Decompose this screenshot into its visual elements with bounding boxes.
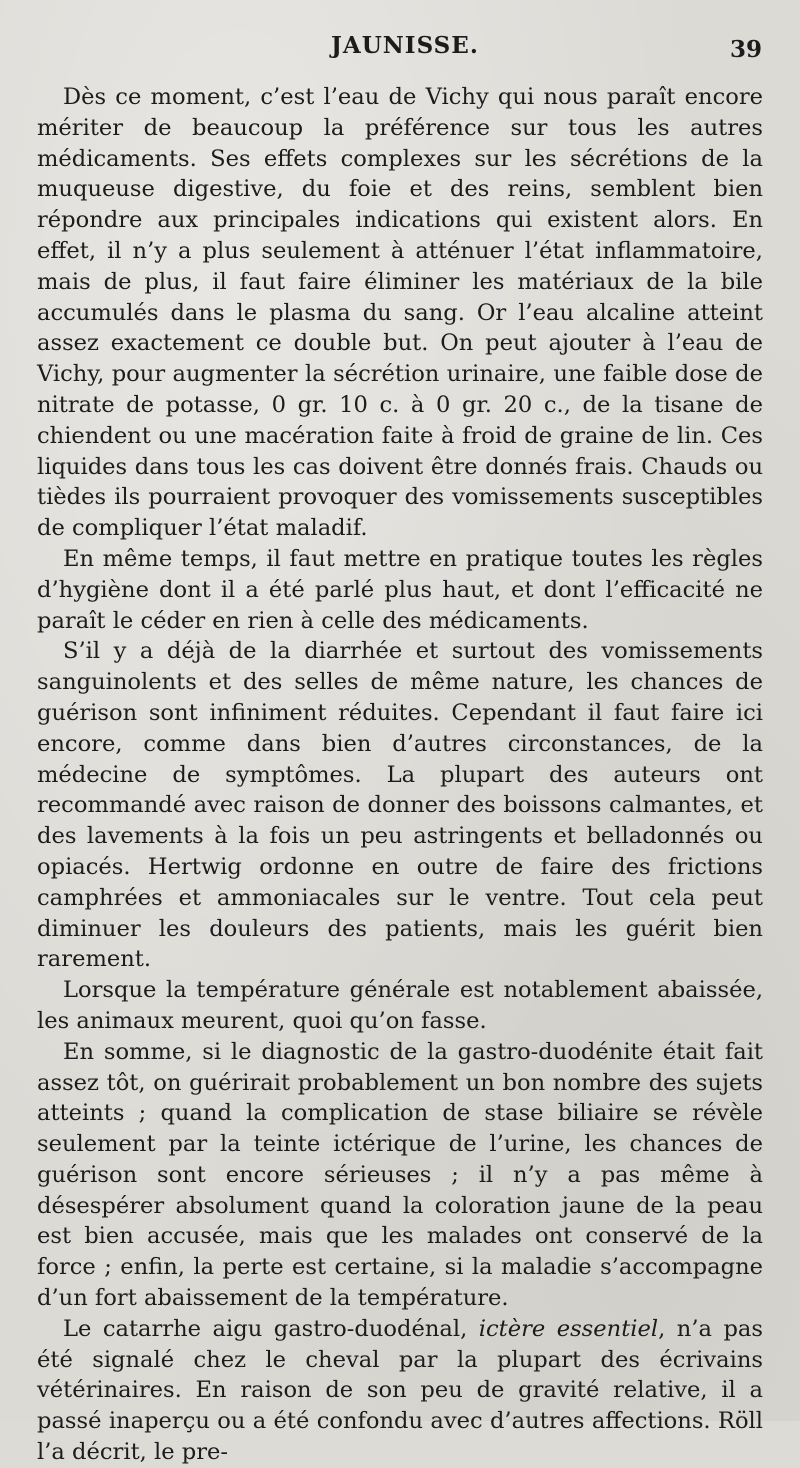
paragraph-summary: En somme, si le diagnostic de la gastro-duodénite était fait assez tôt, on guérirait probablement un bon nombre des sujets atteints ; quand la complication de stase biliaire se révèle seulement par la teinte ictérique de l’urine, les chances de guérison sont encore sérieuses ; il n’y a pas même à désespérer absolument quand la coloration jaune de la peau est bien accusée, mais que les malades ont conservé de la force ; enfin, la perte est certaine, si la maladie s’accompagne d’un fort abaissement de la température. <box>37 1038 763 1312</box>
paragraph-vichy-treatment: Dès ce moment, c’est l’eau de Vichy qui nous paraît encore mériter de beaucoup la préférence sur tous les autres médicaments. Ses effets complexes sur les sécrétions de la muqueuse digestive, du foie et des reins, semblent bien répondre aux principales indications qui existent alors. En effet, il n’y a plus seulement à atténuer l’état inflammatoire, mais de plus, il faut faire éliminer les matériaux de la bile accumulés dans le plasma du sang. Or l’eau alcaline atteint assez exactement ce double but. On peut ajouter à l’eau de Vichy, pour augmenter la sécrétion urinaire, une faible dose de nitrate de potasse, 0 gr. 10 c. à 0 gr. 20 c., de la tisane de chiendent ou une macération faite à froid de graine de lin. Ces liquides dans tous les cas doivent être donnés frais. Chauds ou tièdes ils pourraient provoquer des vomissements susceptibles de compliquer l’état maladif. <box>37 84 763 542</box>
paragraph-temperature: Lorsque la température générale est notablement abaissée, les animaux meurent, quoi qu’on fasse. <box>37 977 763 1034</box>
paragraph-diarrhea: S’il y a déjà de la diarrhée et surtout des vomissements sanguinolents et des selles de même nature, les chances de guérison sont infiniment réduites. Cependant il faut faire ici encore, comme dans bien d’autres circonstances, de la médecine de symptômes. La plupart des auteurs ont recommandé avec raison de donner des boissons calmantes, et des lavements à la fois un peu astringents et belladonnés ou opiacés. Hertwig ordonne en outre de faire des frictions camphrées et ammoniacales sur le ventre. Tout cela peut diminuer les douleurs des patients, mais les guérit bien rarement. <box>37 638 763 973</box>
running-title: JAUNISSE. <box>331 32 479 59</box>
paragraph-hygiene: En même temps, il faut mettre en pratique toutes les règles d’hygiène dont il a été parlé plus haut, et dont l’efficacité ne paraît le céder en rien à celle des médicaments. <box>37 545 763 634</box>
paragraph-catarrh <box>37 1314 763 1468</box>
catarrh-italic-term: ictère essentiel <box>478 1315 659 1342</box>
catarrh-text-after: , n’a pas été signalé chez le cheval par la plupart des écrivains vétérinaires. En raison de son peu de gravité relative, il a passé inaperçu ou a été confondu avec d’autres affections. Röll l’a décrit, le pre- <box>37 1315 763 1466</box>
catarrh-text-before: Le catarrhe aigu gastro-duodénal, <box>63 1315 479 1342</box>
page-number: 39 <box>729 36 762 63</box>
running-head <box>0 30 800 66</box>
body-text <box>37 82 763 1468</box>
